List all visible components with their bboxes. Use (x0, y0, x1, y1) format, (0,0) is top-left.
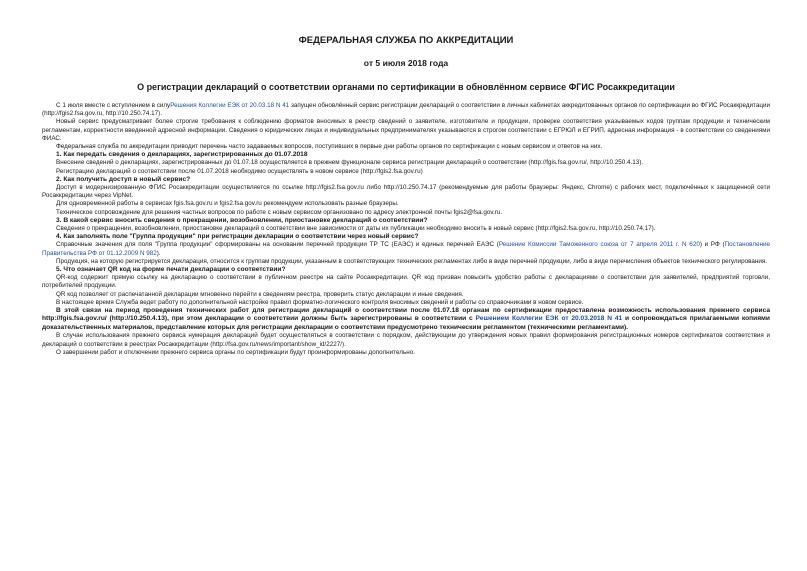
question-2: 2. Как получить доступ в новый сервис? (56, 175, 191, 183)
link-resolution-eek[interactable]: Решения Коллегии ЕЭК от 20.03.18 N 41 (170, 102, 290, 109)
answer-2-2: Для одновременной работы в сервисах fgis.fsa.gov.ru и fgis2.fsa.gov.ru рекомендуем использовать разные браузеры. (56, 200, 399, 208)
paragraph-text: Справочные значения для поля "Группа продукции" сформированы на основании перечней продукции ТР ТС (ЕАЭС) и единых перечней ЕАЭС ( (56, 241, 499, 249)
answer-3: Сведения о прекращении, возобновлении, приостановке деклараций о соответствии вне зависимости от даты их публикации необходимо вносить в новый сервис (http://fgis2.fsa.gov.ru, http://10.250.74.17). (56, 225, 656, 233)
paragraph-text: ) и РФ ( (699, 241, 725, 249)
document-date: от 5 июля 2018 года (363, 58, 449, 68)
link-resolution-gov[interactable]: Постановление Правительства РФ от 01.12.2009 N 982 (42, 241, 770, 257)
paragraph-numbering: В случае использования прежнего сервиса нумерация деклараций будет осуществляться в соответствии с порядком, действующим до утверждения новых правил формирования регистрационных номеров сертификатов соответствия и деклараций о соответствии в реестрах Росаккредитации (http://fsa.gov.ru/news/important/show_id/2227/). (42, 332, 770, 348)
question-1: 1. Как передать сведения о декларациях, зарегистрированных до 01.07.2018 (56, 151, 308, 159)
paragraph-closing: О завершении работ и отключении прежнего сервиса органы по сертификации будут проинформированы дополнительно. (56, 348, 415, 356)
answer-1-1: Внесение сведений о декларациях, зарегистрированных до 01.07.18 осуществляется в прежнем функционале сервиса регистрации деклараций о соответствии (http://fgis.fsa.gov.ru/, http://10.250.4.13). (56, 159, 644, 167)
paragraph-text: ). (156, 249, 161, 257)
paragraph-bold-notice (42, 307, 770, 332)
question-4: 4. Как заполнять поле "Группа продукции" при регистрации декларации о соответствии через новый сервис? (56, 233, 419, 241)
question-3: 3. В какой сервис вносить сведения о прекращении, возобновлении, приостановке деклараций о соответствии? (56, 216, 428, 224)
answer-5-2: QR код позволяет от распечатанной декларации мгновенно перейти к сведениям реестра, проверить статус декларации и иные сведения. (56, 290, 464, 298)
answer-4-1 (42, 241, 770, 257)
paragraph-text: В этой связи на период проведения технических работ для регистрации деклараций о соответствии после 01.07.18 органам по сертификации предоставлена возможность использования прежнего сервиса http://fgis.fsa.gov.ru/ (http://10.250.4.13), при этом декларации о соответствии должны быть зарегистрированы в соответствии с (42, 307, 770, 323)
link-resolution-eek-2[interactable]: Решением Коллегии ЕЭК от 20.03.2018 N 41 (475, 315, 623, 323)
paragraph-text: С 1 июля вместе с вступлением в силу (56, 102, 171, 109)
agency-heading: ФЕДЕРАЛЬНАЯ СЛУЖБА ПО АККРЕДИТАЦИИ (298, 35, 514, 46)
answer-5-3: В настоящее время Служба ведет работу по дополнительной настройке правил форматно-логического контроля вносимых сведений и работы со справочниками в новом сервисе. (56, 298, 584, 306)
link-resolution-customs[interactable]: Решение Комиссии Таможенного союза от 7 апреля 2011 г. N 620 (498, 241, 700, 249)
paragraph-intro (42, 102, 770, 118)
paragraph-text: запущен обновлённый сервис регистрации деклараций о соответствии в личных кабинетах аккредитованных органов по сертификации во ФГИС Росаккредитации (http://fgis2.fsa.gov.ru, http://10.250.74.17). (42, 102, 770, 118)
paragraph-text: и сопровождаться прилагаемыми копиями доказательственных материалов, представление которых для регистрации декларации о соответствии предусмотрено техническим регламентом (техническими регламентами). (42, 315, 770, 331)
document-page (42, 30, 770, 357)
document-title: О регистрации деклараций о соответствии органами по сертификации в обновлённом сервисе ФГИС Росаккредитации (137, 82, 675, 92)
paragraph-requirements: Новый сервис предусматривает более строгие требования к соблюдению форматов вносимых в реестр сведений о заявителе, изготовителе и продукции, проверке соответствия указываемых кодов группам продукции и техническим регламентам, корректности введенной адресной информации. Сведения о юридических лицах и индивидуальных предпринимателях указываются в строгом соответствии с ЕГРЮЛ и ЕГРИП, адресная информация - в соответствии со сведениями ФИАС. (42, 118, 770, 142)
answer-2-1: Доступ в модернизированную ФГИС Росаккредитации осуществляется по ссылке http://fgis2.fsa.gov.ru либо http://10.250.74.17 (рекомендуемые для работы браузеры: Яндекс, Chrome) с рабочих мест, подключённых к защищенной сети Росаккредитации через VipNet. (42, 184, 770, 200)
answer-2-3: Техническое сопровождение для решения частных вопросов по работе с новым сервисом организовано по адресу электронной почты fgis2@fsa.gov.ru. (56, 208, 503, 216)
question-5: 5. Что означает QR код на форме печати декларации о соответствии? (56, 266, 286, 274)
paragraph-faq-intro: Федеральная служба по аккредитации приводит перечень часто задаваемых вопросов, поступивших в первые дни работы органов по сертификации с новым сервисом и ответов на них. (56, 143, 603, 151)
answer-1-2: Регистрацию деклараций о соответствии после 01.07.2018 необходимо осуществлять в новом сервисе (http://fgis2.fsa.gov.ru) (56, 167, 423, 175)
answer-5-1: QR-код содержит прямую ссылку на декларацию о соответствии в публичном реестре на сайте Росаккредитации. QR код призван повысить удобство работы с декларациями о соответствии для заявителей, предприятий торговли, потребителей продукции. (42, 274, 770, 290)
answer-4-2: Продукция, на которую регистрируется декларация, относится к группам продукции, указанным в соответствующих технических регламентах либо в виде перечней продукции, либо в виде перечисления объектов технического регулирования. (56, 257, 768, 265)
